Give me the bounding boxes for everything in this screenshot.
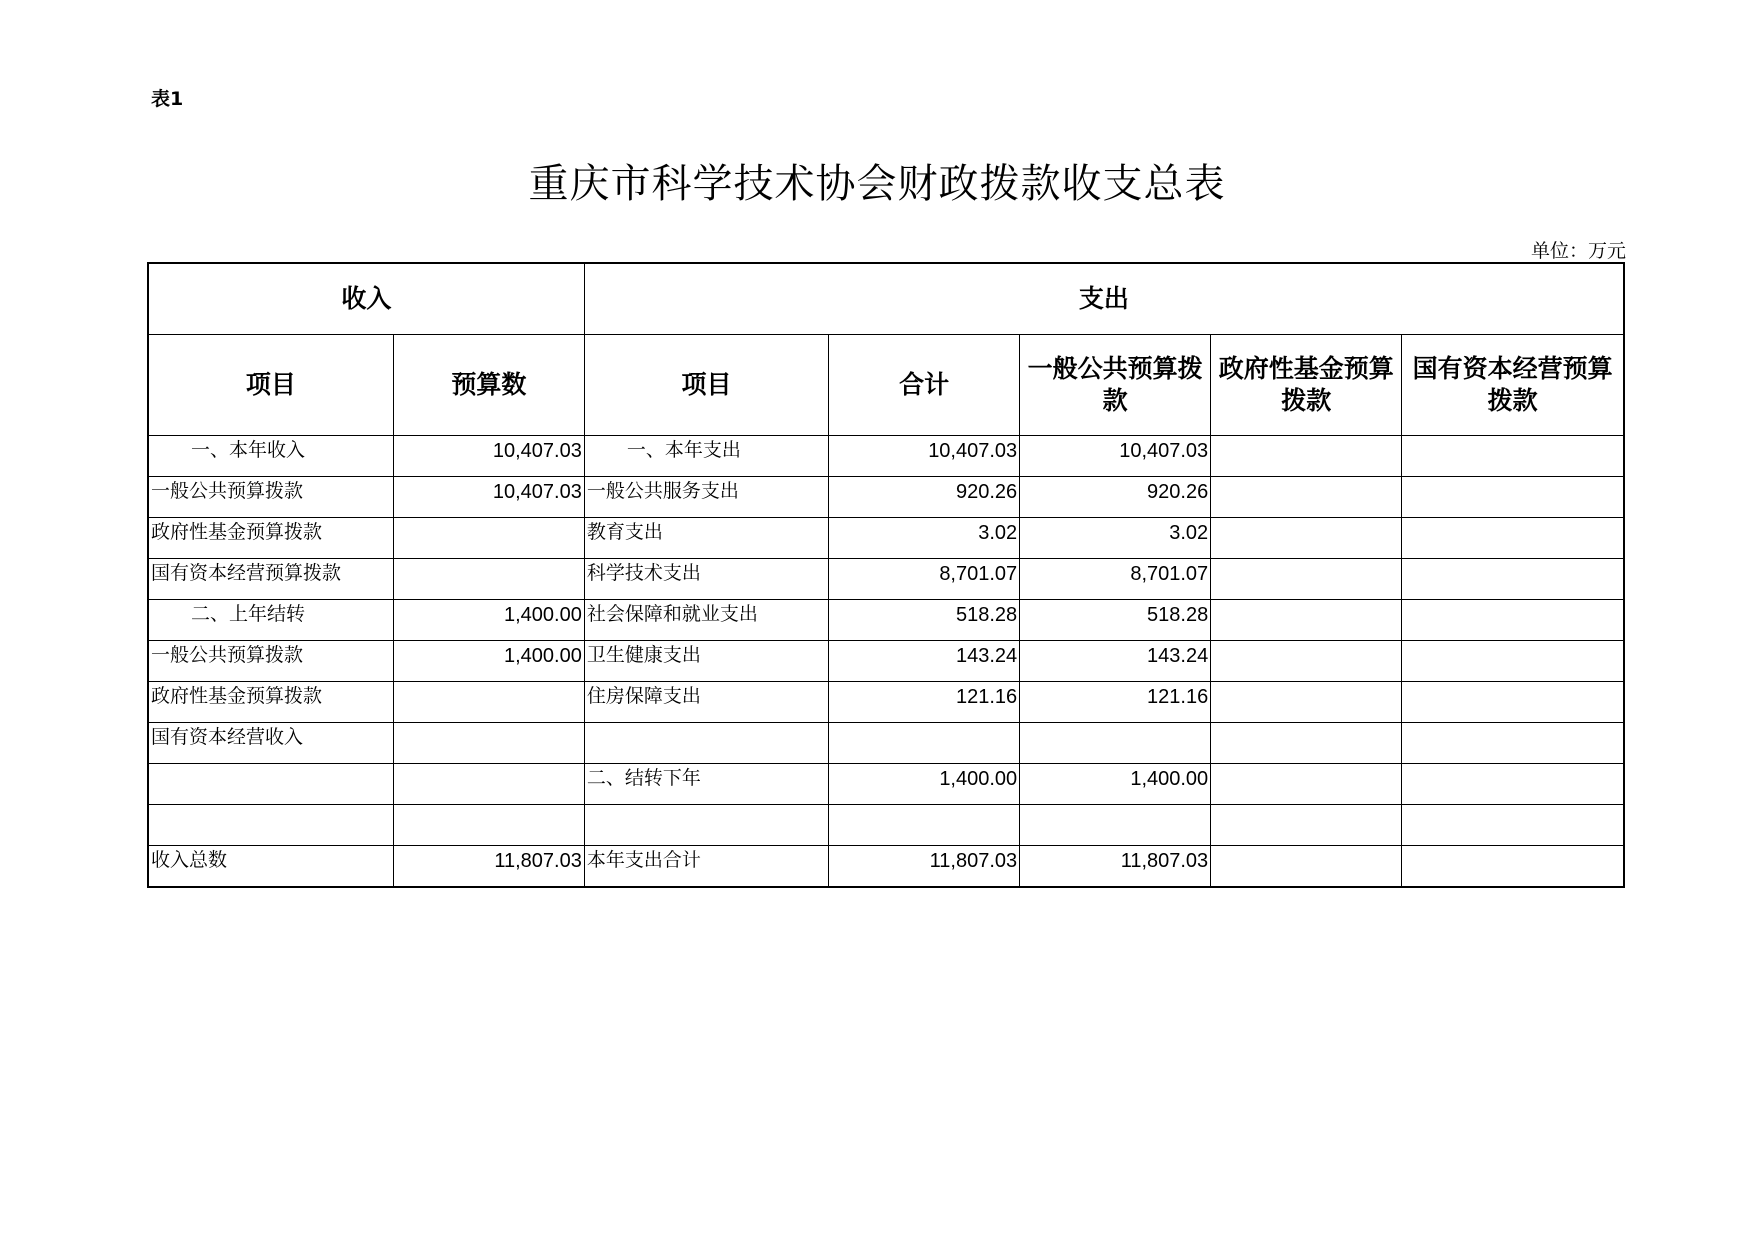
page-title: 重庆市科学技术协会财政拨款收支总表	[528, 161, 1226, 207]
cell-income-item: 政府性基金预算拨款	[148, 682, 393, 723]
cell-income-item: 收入总数	[148, 846, 393, 888]
cell-state-capital	[1402, 641, 1624, 682]
cell-state-capital	[1402, 846, 1624, 888]
cell-expense-total	[829, 723, 1020, 764]
cell-gov-fund	[1211, 436, 1402, 477]
column-header-gov-fund: 政府性基金预算拨款	[1211, 335, 1402, 436]
cell-expense-item: 卫生健康支出	[584, 641, 828, 682]
column-header-general-public: 一般公共预算拨款	[1020, 335, 1211, 436]
table-row	[148, 846, 1624, 888]
cell-income-budget: 11,807.03	[393, 846, 584, 888]
cell-expense-total: 1,400.00	[829, 764, 1020, 805]
cell-gov-fund	[1211, 682, 1402, 723]
cell-expense-item: 二、结转下年	[584, 764, 828, 805]
cell-income-budget: 10,407.03	[393, 436, 584, 477]
cell-expense-item: 本年支出合计	[584, 846, 828, 888]
cell-expense-total: 121.16	[829, 682, 1020, 723]
column-header-expense-total: 合计	[829, 335, 1020, 436]
table-row	[148, 436, 1624, 477]
cell-gov-fund	[1211, 764, 1402, 805]
table-row	[148, 641, 1624, 682]
table-id-label: 表1	[151, 88, 184, 110]
cell-expense-total: 3.02	[829, 518, 1020, 559]
cell-expense-total: 8,701.07	[829, 559, 1020, 600]
cell-income-budget	[393, 518, 584, 559]
cell-expense-total: 11,807.03	[829, 846, 1020, 888]
cell-state-capital	[1402, 723, 1624, 764]
cell-income-item: 二、上年结转	[148, 600, 393, 641]
cell-expense-total: 920.26	[829, 477, 1020, 518]
cell-gov-fund	[1211, 477, 1402, 518]
cell-state-capital	[1402, 600, 1624, 641]
cell-income-item: 国有资本经营预算拨款	[148, 559, 393, 600]
cell-general-public: 3.02	[1020, 518, 1211, 559]
column-header-income-budget: 预算数	[393, 335, 584, 436]
cell-general-public: 121.16	[1020, 682, 1211, 723]
cell-expense-item: 一、本年支出	[584, 436, 828, 477]
group-header-row	[148, 263, 1624, 335]
cell-general-public: 11,807.03	[1020, 846, 1211, 888]
cell-income-item	[148, 805, 393, 846]
cell-income-item: 政府性基金预算拨款	[148, 518, 393, 559]
budget-table	[147, 262, 1625, 888]
income-group-header: 收入	[148, 263, 584, 335]
cell-gov-fund	[1211, 518, 1402, 559]
table-row	[148, 723, 1624, 764]
cell-income-budget: 1,400.00	[393, 641, 584, 682]
cell-expense-total	[829, 805, 1020, 846]
cell-general-public: 143.24	[1020, 641, 1211, 682]
cell-general-public: 10,407.03	[1020, 436, 1211, 477]
cell-general-public: 1,400.00	[1020, 764, 1211, 805]
unit-label: 单位：万元	[1530, 240, 1626, 262]
cell-income-budget: 10,407.03	[393, 477, 584, 518]
column-header-income-item: 项目	[148, 335, 393, 436]
cell-general-public	[1020, 805, 1211, 846]
cell-expense-total: 143.24	[829, 641, 1020, 682]
cell-state-capital	[1402, 805, 1624, 846]
column-header-expense-item: 项目	[584, 335, 828, 436]
cell-expense-total: 518.28	[829, 600, 1020, 641]
cell-expense-item: 住房保障支出	[584, 682, 828, 723]
cell-gov-fund	[1211, 846, 1402, 888]
table-row	[148, 600, 1624, 641]
cell-income-item	[148, 764, 393, 805]
cell-general-public: 8,701.07	[1020, 559, 1211, 600]
cell-expense-item	[584, 723, 828, 764]
column-header-row	[148, 335, 1624, 436]
cell-income-item: 一、本年收入	[148, 436, 393, 477]
cell-general-public: 518.28	[1020, 600, 1211, 641]
expense-group-header: 支出	[584, 263, 1624, 335]
cell-income-item: 一般公共预算拨款	[148, 477, 393, 518]
cell-expense-item: 社会保障和就业支出	[584, 600, 828, 641]
cell-gov-fund	[1211, 641, 1402, 682]
cell-expense-item: 教育支出	[584, 518, 828, 559]
cell-income-budget	[393, 805, 584, 846]
cell-gov-fund	[1211, 600, 1402, 641]
cell-state-capital	[1402, 436, 1624, 477]
cell-income-budget	[393, 764, 584, 805]
cell-expense-item	[584, 805, 828, 846]
cell-state-capital	[1402, 764, 1624, 805]
cell-state-capital	[1402, 682, 1624, 723]
table-row	[148, 764, 1624, 805]
cell-gov-fund	[1211, 559, 1402, 600]
cell-general-public	[1020, 723, 1211, 764]
cell-expense-item: 一般公共服务支出	[584, 477, 828, 518]
cell-income-item: 国有资本经营收入	[148, 723, 393, 764]
cell-gov-fund	[1211, 805, 1402, 846]
cell-income-budget	[393, 682, 584, 723]
cell-state-capital	[1402, 559, 1624, 600]
column-header-state-capital: 国有资本经营预算拨款	[1402, 335, 1624, 436]
cell-income-budget	[393, 559, 584, 600]
table-row	[148, 682, 1624, 723]
cell-income-budget: 1,400.00	[393, 600, 584, 641]
cell-income-item: 一般公共预算拨款	[148, 641, 393, 682]
cell-expense-total: 10,407.03	[829, 436, 1020, 477]
cell-general-public: 920.26	[1020, 477, 1211, 518]
table-row	[148, 559, 1624, 600]
table-row	[148, 477, 1624, 518]
table-row	[148, 805, 1624, 846]
cell-expense-item: 科学技术支出	[584, 559, 828, 600]
cell-gov-fund	[1211, 723, 1402, 764]
cell-state-capital	[1402, 518, 1624, 559]
cell-state-capital	[1402, 477, 1624, 518]
table-row	[148, 518, 1624, 559]
cell-income-budget	[393, 723, 584, 764]
